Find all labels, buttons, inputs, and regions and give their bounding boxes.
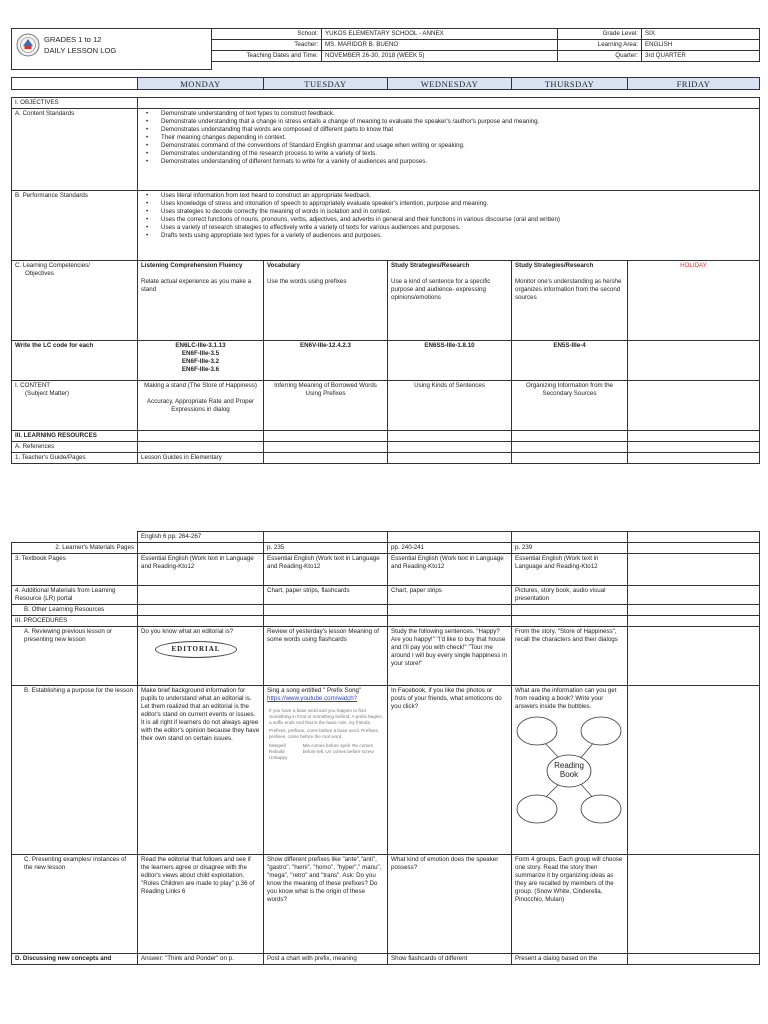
competency-wednesday: Study Strategies/Research Use a kind of sentence for a specific purpose and audience- expressing opinions/emotions bbox=[388, 261, 512, 341]
reviewing-thursday: From the story, "Store of Happiness", recall the characters and their dialogs bbox=[512, 627, 628, 686]
competency-monday: Listening Comprehension Fluency Relate actual experience as you make a stand bbox=[138, 261, 264, 341]
learners-tuesday: p. 235 bbox=[264, 543, 388, 554]
day-wednesday: WEDNESDAY bbox=[388, 78, 512, 90]
quarter-value: 3rd QUARTER bbox=[642, 51, 760, 62]
purpose-wednesday: In Facebook, if you like the photos or posts of your friends, what emoticons do you click? bbox=[388, 686, 512, 855]
discussing-thursday: Present a dialog based on the bbox=[512, 954, 628, 965]
content-wednesday: Using Kinds of Sentences bbox=[388, 381, 512, 431]
content-standards-cell bbox=[138, 109, 760, 191]
presenting-thursday: Form 4 groups. Each group will choose one story. Read the story then summarize it by organizing ideas as they are recalled by members of the group. (Snow White, Cinderella, Pinocchio, Mulan) bbox=[512, 855, 628, 954]
references-label: A. References bbox=[12, 442, 138, 453]
additional-thursday: Pictures, story book, audio visual presentation bbox=[512, 586, 628, 605]
textbook-thursday: Essential English (Work text in Language and Reading-Kto12 bbox=[512, 554, 628, 586]
quarter-label: Quarter: bbox=[558, 51, 642, 62]
grade-label: Grade Level: bbox=[558, 29, 642, 40]
list-item: • Demonstrates understanding of the research process to write a variety of texts. bbox=[141, 150, 756, 158]
area-value: ENGLISH bbox=[642, 40, 760, 51]
dates-value: NOVEMBER 26-30, 2018 (WEEK 5) bbox=[322, 51, 558, 62]
textbook-monday: Essential English (Work text in Language and Reading-Kto12 bbox=[138, 554, 264, 586]
lc-code-wednesday: EN6SS-IIIe-1.8.10 bbox=[388, 341, 512, 381]
presenting-monday: Read the editorial that follows and see if the learners agree or disagree with the editor's views about child exploitation. "Roles Children are made to play" p.36 of Reading Links 6 bbox=[138, 855, 264, 954]
list-item: • Drafts texts using appropriate text types for a variety of audiences and purposes. bbox=[141, 232, 756, 240]
day-tuesday: TUESDAY bbox=[264, 78, 388, 90]
purpose-label: B. Establishing a purpose for the lesson bbox=[12, 686, 138, 855]
presenting-wednesday: What kind of emotion does the speaker possess? bbox=[388, 855, 512, 954]
editorial-badge: EDITORIAL bbox=[155, 641, 237, 658]
learners-thursday: p. 239 bbox=[512, 543, 628, 554]
performance-standards-label: B. Performance Standards bbox=[12, 191, 138, 261]
list-item: • Their meaning changes depending in context. bbox=[141, 134, 756, 142]
teacher-value: MS. MARIDOR B. BUENO bbox=[322, 40, 558, 51]
discussing-label: D. Discussing new concepts and bbox=[12, 954, 138, 965]
log-title-cell bbox=[12, 29, 212, 70]
reviewing-wednesday: Study the following sentences. "Happy? Are you happy!" "I'd like to buy that house and I'll pay you with check!" "Tour me around I will buy every single happiness in your store!" bbox=[388, 627, 512, 686]
purpose-thursday: What are the information can you get from reading a book? Write your answers inside the bubbles. Reading Book bbox=[512, 686, 628, 855]
list-item: • Demonstrates command of the conventions of Standard English grammar and usage when writing or speaking. bbox=[141, 142, 756, 150]
content-standards-list bbox=[141, 110, 756, 166]
list-item: • Uses strategies to decode correctly the meaning of words in isolation and in context. bbox=[141, 208, 756, 216]
other-resources-label: B. Other Learning Resources bbox=[12, 605, 138, 616]
objectives-heading: I. OBJECTIVES bbox=[12, 98, 138, 109]
additional-tuesday: Chart, paper strips, flashcards bbox=[264, 586, 388, 605]
content-tuesday: Inferring Meaning of Borrowed Words Using Prefixes bbox=[264, 381, 388, 431]
additional-materials-label: 4. Additional Materials from Learning Resource (LR) portal bbox=[12, 586, 138, 605]
learners-materials-label: 2. Learner's Materials Pages bbox=[12, 543, 138, 554]
lc-code-label: Write the LC code for each bbox=[12, 341, 138, 381]
textbook-wednesday: Essential English (Work text in Language and Reading-Kto12 bbox=[388, 554, 512, 586]
performance-standards-list bbox=[141, 192, 756, 240]
learners-wednesday: pp. 240-241 bbox=[388, 543, 512, 554]
discussing-monday: Answer: "Think and Ponder" on p. bbox=[138, 954, 264, 965]
bubble-center-label: Reading Book bbox=[554, 761, 584, 779]
teachers-guide-label: 1. Teacher's Guide/Pages bbox=[12, 453, 138, 464]
list-item: • Demonstrate understanding that a change in stress entails a change of meaning to evaluate the speaker's /author's purpose and meaning. bbox=[141, 118, 756, 126]
log-title-grades: GRADES 1 to 12 bbox=[44, 35, 102, 44]
lc-code-thursday: EN5S-IIIe-4 bbox=[512, 341, 628, 381]
deped-seal-icon bbox=[16, 33, 40, 57]
content-thursday: Organizing Information from the Secondary Sources bbox=[512, 381, 628, 431]
competency-thursday: Study Strategies/Research Monitor one's understanding as he/she organizes information from the second sources bbox=[512, 261, 628, 341]
dates-label: Teaching Dates and Time: bbox=[212, 51, 322, 62]
competency-tuesday: Vocabulary Use the words using prefixes bbox=[264, 261, 388, 341]
day-thursday: THURSDAY bbox=[512, 78, 628, 90]
purpose-tuesday: Sing a song entitled " Prefix Song" https://www.youtube.com/watch? If you have a base word and you happen to find Something in front or something behind. A prefix begins, a suffix ends And that is the basic rule, my friends. Prefixes, prefixes, come before a base word. Prefixes, prefixes, come before the root word. Misspell Rebuild Unhappy Mis comes before spell. Re comes before tell. Un comes before screw bbox=[264, 686, 388, 855]
list-item: • Uses knowledge of stress and intonation of speech to appropriately evaluate speaker's intention, purpose and meaning. bbox=[141, 200, 756, 208]
list-item: • Uses a variety of research strategies to effectively write a variety of texts for various audiences and purposes. bbox=[141, 224, 756, 232]
school-label: School: bbox=[212, 29, 322, 40]
day-monday: MONDAY bbox=[138, 78, 264, 90]
additional-wednesday: Chart, paper strips bbox=[388, 586, 512, 605]
area-label: Learning Area: bbox=[558, 40, 642, 51]
purpose-monday: Make brief background information for pupils to understand what an editorial is. Let them realized that an editorial is the editor's stand on current events or issues. It is all right if learners do not always agree with the editor's opinion because they have their own stand on certain issues. bbox=[138, 686, 264, 855]
textbook-label: 3. Textbook Pages bbox=[12, 554, 138, 586]
lc-code-tuesday: EN6V-IIIe-12.4.2.3 bbox=[264, 341, 388, 381]
log-title-dll: DAILY LESSON LOG bbox=[44, 46, 117, 55]
teachers-guide-monday: Lesson Guides in Elementary bbox=[138, 453, 264, 464]
discussing-wednesday: Show flashcards of different bbox=[388, 954, 512, 965]
competencies-label: C. Learning Competencies/ Objectives bbox=[12, 261, 138, 341]
content-monday: Making a stand (The Store of Happiness) Accuracy, Appropriate Rate and Proper Expressions in dialog bbox=[138, 381, 264, 431]
procedures-heading: III. PROCEDURES bbox=[12, 616, 138, 627]
day-friday: FRIDAY bbox=[628, 78, 760, 90]
presenting-label: C. Presenting examples/ instances of the new lesson bbox=[12, 855, 138, 954]
list-item: • Uses literal information from text heard to construct an appropriate feedback. bbox=[141, 192, 756, 200]
presenting-tuesday: Show different prefixes like "ante","anti", "gastro", "hemi", "homo", "hyper"," manu", "mega", "retro" and "trans". Ask: Do you know the meaning of these prefixes? Do you know what is the origin of these words? bbox=[264, 855, 388, 954]
header-table bbox=[11, 28, 760, 70]
content-label: I. CONTENT (Subject Matter) bbox=[12, 381, 138, 431]
list-item: • Demonstrates understanding that words are composed of different parts to know that bbox=[141, 126, 756, 134]
school-value: YUKOS ELEMENTARY SCHOOL - ANNEX bbox=[322, 29, 558, 40]
textbook-tuesday: Essential English (Work text in Language and Reading-Kto12 bbox=[264, 554, 388, 586]
list-item: • Uses the correct functions of nouns, pronouns, verbs, adjectives, and adverbs in general and their functions in various discourse (oral and written) bbox=[141, 216, 756, 224]
prefix-song-lyrics: If you have a base word and you happen to find Something in front or something behind. A prefix begins, a suffix ends And that is the basic rule, my friends. Prefixes, prefixes, come before a base word. Prefixes, prefixes, come before the root word. Misspell Rebuild Unhappy Mis comes before spell. Re comes before tell. Un comes before screw bbox=[269, 708, 383, 760]
teachers-guide-cont: English 6 pp. 264-267 bbox=[138, 532, 264, 543]
teacher-label: Teacher: bbox=[212, 40, 322, 51]
discussing-tuesday: Post a chart with prefix, meaning bbox=[264, 954, 388, 965]
learning-resources-heading: III. LEARNING RESOURCES bbox=[12, 431, 138, 442]
lesson-table-page-1 bbox=[11, 77, 760, 464]
content-standards-label: A. Content Standards bbox=[12, 109, 138, 191]
performance-standards-cell bbox=[138, 191, 760, 261]
lesson-table-page-2 bbox=[11, 531, 760, 965]
youtube-link[interactable]: https://www.youtube.com/watch? bbox=[267, 695, 358, 702]
bubble-map bbox=[515, 715, 623, 825]
lc-code-monday: EN6LC-IIIe-3.1.13 EN6F-IIIe-3.5 EN6F-IIIe-3.2 EN6F-IIIe-3.6 bbox=[138, 341, 264, 381]
grade-value: SIX bbox=[642, 29, 760, 40]
reviewing-tuesday: Review of yesterday's lesson Meaning of some words using flashcards bbox=[264, 627, 388, 686]
reviewing-monday: Do you know what an editorial is? EDITORIAL bbox=[138, 627, 264, 686]
holiday-label: HOLIDAY bbox=[628, 261, 760, 341]
list-item: • Demonstrate understanding of text types to construct feedback. bbox=[141, 110, 756, 118]
list-item: • Demonstrates understanding of different formats to write for a variety of audiences and purposes. bbox=[141, 158, 756, 166]
reviewing-label: A. Reviewing previous lesson or presenting new lesson bbox=[12, 627, 138, 686]
